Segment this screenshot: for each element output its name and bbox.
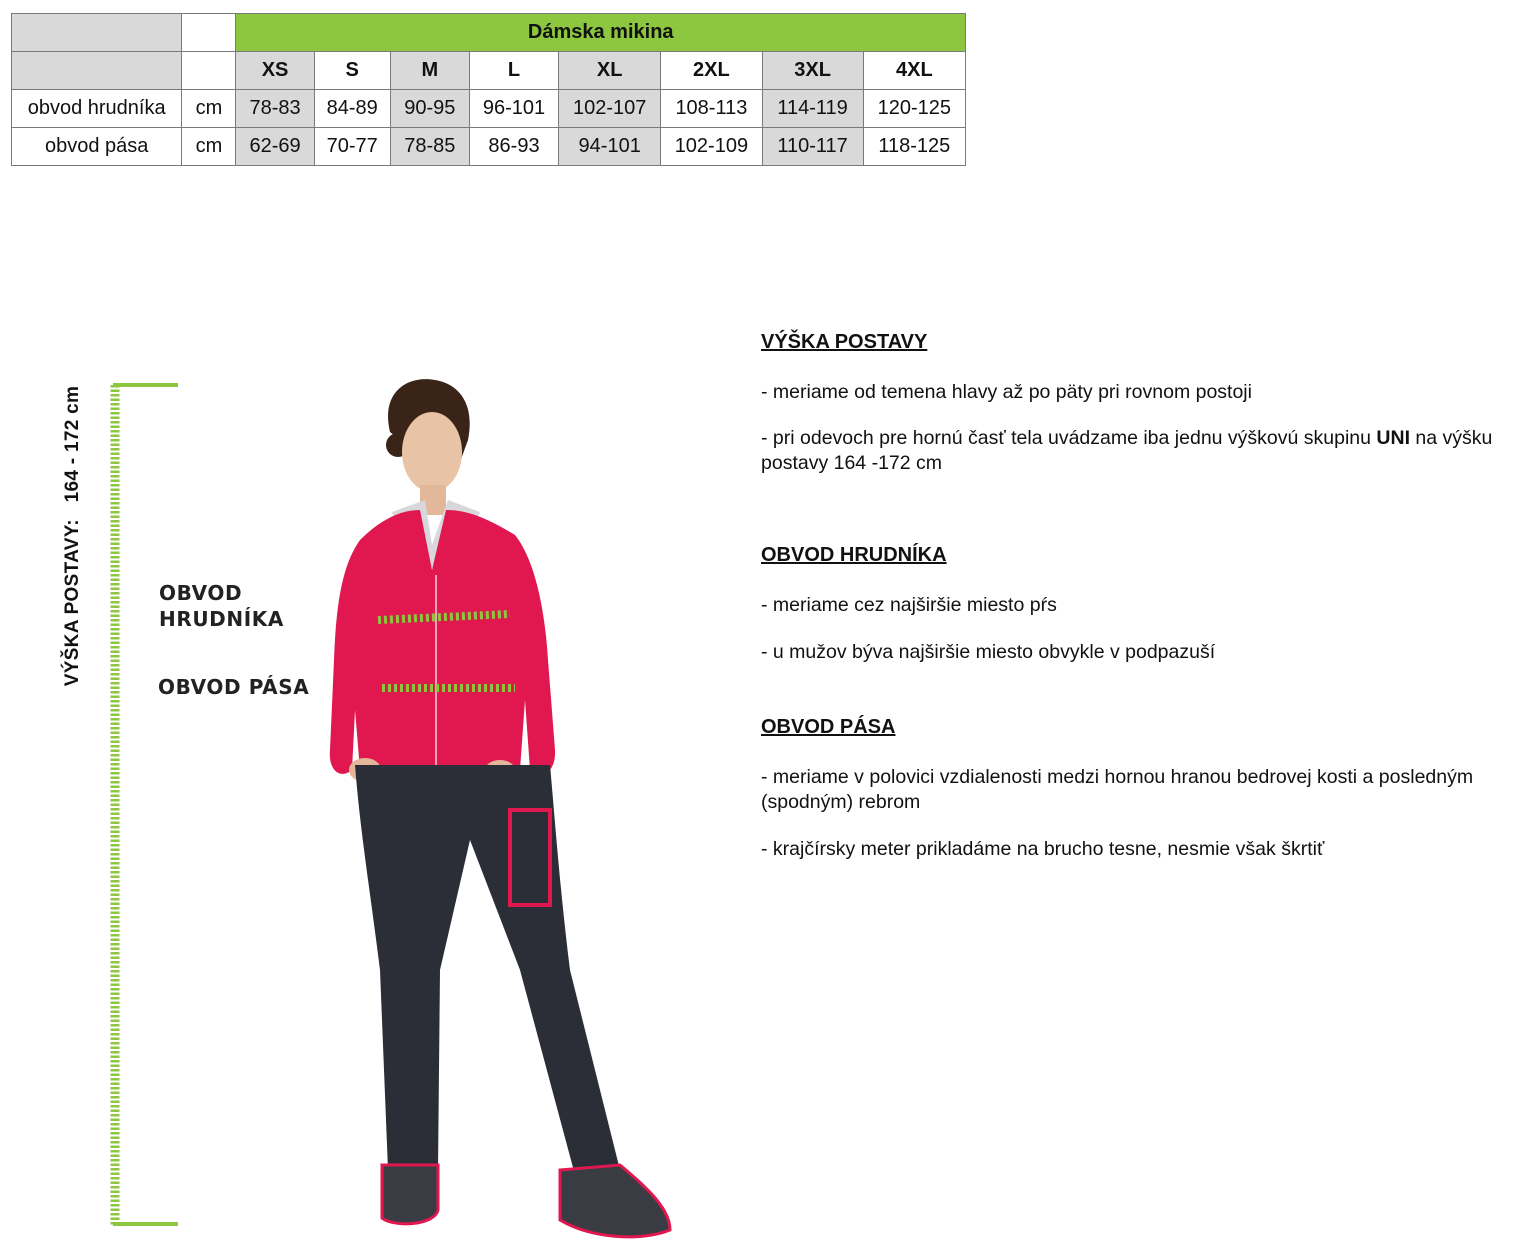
height-text-2-end: na výšku postavy 164 -172 cm	[761, 427, 1493, 474]
size-header: 2XL	[661, 52, 762, 90]
table-size-row	[12, 52, 966, 90]
chest-heading: OBVOD HRUDNÍKA	[761, 544, 947, 566]
table-title-row	[12, 14, 966, 52]
waist-section	[761, 715, 1501, 862]
chest-label-line2: HRUDNÍKA	[159, 607, 284, 631]
waist-text-1: - meriame v polovici vzdialenosti medzi hornou hranou bedrovej kosti a posledným (spodným) rebrom	[761, 766, 1474, 813]
waist-text-2: - krajčírsky meter prikladáme na brucho tesne, nesmie však škrtiť	[761, 838, 1325, 860]
row-unit: cm	[182, 90, 236, 128]
pants-pocket	[510, 810, 550, 905]
jacket	[330, 510, 555, 774]
model-figure	[320, 370, 690, 1250]
chest-section	[761, 543, 1501, 665]
row-label: obvod hrudníka	[12, 90, 182, 128]
chest-text-2: - u mužov býva najširšie miesto obvykle v podpazuší	[761, 641, 1216, 663]
table-cell: 86-93	[469, 128, 558, 166]
table-cell: 108-113	[661, 90, 762, 128]
waist-label: OBVOD PÁSA	[158, 675, 310, 699]
height-label: VÝŠKA POSTAVY: 164 - 172 cm	[62, 385, 83, 687]
size-header: XS	[236, 52, 314, 90]
chest-text-1: - meriame cez najširšie miesto pŕs	[761, 594, 1057, 616]
table-title: Dámska mikina	[236, 14, 966, 52]
table-cell: 102-109	[661, 128, 762, 166]
table-cell: 78-85	[390, 128, 469, 166]
uni-label: UNI	[1376, 427, 1411, 449]
row-unit: cm	[182, 128, 236, 166]
size-header: XL	[559, 52, 661, 90]
size-table	[11, 13, 966, 166]
row-label: obvod pása	[12, 128, 182, 166]
height-heading: VÝŠKA POSTAVY	[761, 331, 928, 353]
table-cell: 114-119	[762, 90, 863, 128]
height-text-1: - meriame od temena hlavy až po päty pri rovnom postoji	[761, 381, 1252, 403]
table-cell: 62-69	[236, 128, 314, 166]
table-cell: 78-83	[236, 90, 314, 128]
height-section	[761, 330, 1501, 476]
right-shoe	[560, 1165, 670, 1237]
table-cell: 110-117	[762, 128, 863, 166]
size-header: 3XL	[762, 52, 863, 90]
size-header: M	[390, 52, 469, 90]
height-ruler	[105, 378, 185, 1234]
size-header: S	[314, 52, 390, 90]
table-row	[12, 128, 966, 166]
chest-label	[159, 580, 284, 632]
table-cell: 94-101	[559, 128, 661, 166]
left-shoe	[382, 1165, 438, 1224]
waist-heading: OBVOD PÁSA	[761, 716, 896, 738]
table-corner-cell	[12, 52, 182, 90]
table-cell: 96-101	[469, 90, 558, 128]
table-blank-cell	[182, 52, 236, 90]
table-row	[12, 90, 966, 128]
table-cell: 118-125	[863, 128, 965, 166]
table-corner-cell	[12, 14, 182, 52]
pants	[355, 765, 620, 1175]
height-text-2-start: - pri odevoch pre hornú časť tela uvádzame iba jednu výškovú skupinu	[761, 427, 1377, 449]
height-text-2	[761, 426, 1501, 476]
table-cell: 84-89	[314, 90, 390, 128]
table-blank-cell	[182, 14, 236, 52]
table-cell: 90-95	[390, 90, 469, 128]
face	[402, 412, 462, 492]
size-header: L	[469, 52, 558, 90]
table-cell: 120-125	[863, 90, 965, 128]
size-header: 4XL	[863, 52, 965, 90]
table-cell: 70-77	[314, 128, 390, 166]
chest-label-line1: OBVOD	[159, 581, 243, 605]
table-cell: 102-107	[559, 90, 661, 128]
